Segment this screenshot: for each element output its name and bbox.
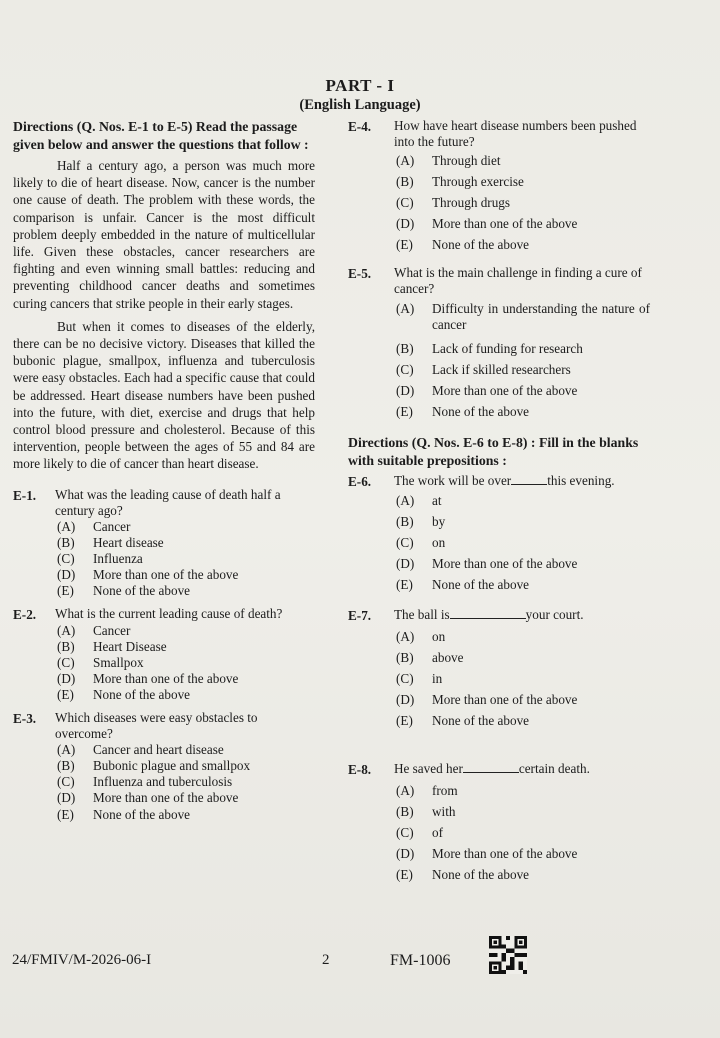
option-c[interactable]: (C) in <box>396 671 443 686</box>
question-number: E-8. <box>348 762 372 777</box>
option-e[interactable]: (E) None of the above <box>57 583 191 599</box>
part-subtitle: (English Language) <box>299 97 421 113</box>
part-title: PART - I <box>325 76 395 95</box>
option-d[interactable]: (D) More than one of the above <box>396 216 578 231</box>
qr-code-icon <box>489 936 527 974</box>
question-e6 <box>348 473 650 595</box>
blank-line <box>450 607 526 619</box>
option-c[interactable]: (C) of <box>396 825 443 840</box>
question-number: E-3. <box>13 710 37 726</box>
option-b[interactable]: (B) Heart Disease <box>57 638 167 654</box>
question-text: Which diseases were easy obstacles to overcome? <box>55 709 258 741</box>
question-number: E-4. <box>348 119 372 134</box>
form-number: FM-1006 <box>390 952 451 969</box>
passage-paragraph-2: But when it comes to diseases of the elderly, there can be no decisive victory. Diseases that killed the bubonic plague, smallpox, influenza and tuberculosis were easy obstacles. Each had a specific cause that could be addressed. Heart disease numbers have been pushed into the future, with diet, exercise and drugs that help control blood pressure and cholesterol. Because of this intervention, people between the ages of 55 and 84 are more likely to die of cancer than heart disease. <box>13 318 315 472</box>
question-e8 <box>348 761 650 885</box>
option-a[interactable]: (A) Cancer <box>57 622 131 638</box>
option-a[interactable]: (A) from <box>396 783 458 798</box>
option-e[interactable]: (E) None of the above <box>396 404 530 419</box>
option-c[interactable]: (C) Smallpox <box>57 655 144 671</box>
question-text: The work will be over this evening. <box>394 473 615 488</box>
question-number: E-6. <box>348 474 372 489</box>
option-c[interactable]: (C) Influenza <box>57 551 143 567</box>
option-c[interactable]: (C) Lack if skilled researchers <box>396 362 571 377</box>
question-text: What is the main challenge in finding a cure of cancer? <box>394 265 642 296</box>
question-e7 <box>348 607 650 731</box>
option-e[interactable]: (E) None of the above <box>57 806 191 822</box>
passage-paragraph-1: Half a century ago, a person was much more likely to die of heart disease. Now, cancer is the number one cause of death. The problem with these words, the comparison is unfair. Cancer is the most difficult problem deeply embedded in the nature of multicellular life. Given these obstacles, cancer researchers are fighting and even winning small battles: reducing and preventing childhood cancer deaths and sometimes curing cancers that strike people in their early stages. <box>13 158 315 311</box>
question-text: What is the current leading cause of death? <box>55 605 283 621</box>
option-d[interactable]: (D) More than one of the above <box>396 383 578 398</box>
option-b[interactable]: (B) above <box>396 650 464 665</box>
option-c[interactable]: (C) Through drugs <box>396 195 511 210</box>
question-e4 <box>348 118 650 255</box>
question-text: The ball is your court. <box>394 607 584 622</box>
question-e2 <box>13 606 315 704</box>
option-a[interactable]: (A) Cancer <box>57 518 131 534</box>
section1-directions: Directions (Q. Nos. E-1 to E-5) Read the passage given below and answer the questions that follow : <box>13 119 309 152</box>
option-b[interactable]: (B) with <box>396 804 456 819</box>
footer-code: 24/FMIV/M-2026-06-I <box>12 952 152 968</box>
option-d[interactable]: (D) More than one of the above <box>57 790 239 806</box>
option-b[interactable]: (B) Lack of funding for research <box>396 341 583 356</box>
option-d[interactable]: (D) More than one of the above <box>396 846 578 861</box>
question-number: E-5. <box>348 266 372 281</box>
page-number: 2 <box>322 952 330 968</box>
option-d[interactable]: (D) More than one of the above <box>57 671 239 687</box>
option-a[interactable]: (A) at <box>396 493 442 508</box>
page-header <box>0 76 720 114</box>
option-e[interactable]: (E) None of the above <box>396 867 530 882</box>
option-e[interactable]: (E) None of the above <box>57 687 191 703</box>
question-text: How have heart disease numbers been pushed into the future? <box>394 118 637 149</box>
option-e[interactable]: (E) None of the above <box>396 237 530 252</box>
option-a[interactable]: (A) Difficulty in understanding the nature of cancer <box>396 301 650 332</box>
question-text: He saved her certain death. <box>394 761 590 776</box>
option-d[interactable]: (D) More than one of the above <box>396 692 578 707</box>
option-c[interactable]: (C) on <box>396 535 446 550</box>
option-e[interactable]: (E) None of the above <box>396 713 530 728</box>
question-e1 <box>13 487 315 600</box>
option-b[interactable]: (B) Heart disease <box>57 534 164 550</box>
left-column <box>13 118 315 823</box>
question-text: What was the leading cause of death half a century ago? <box>55 486 281 518</box>
option-b[interactable]: (B) by <box>396 514 446 529</box>
section2-directions: Directions (Q. Nos. E-6 to E-8) : Fill in the blanks with suitable prepositions : <box>348 435 639 468</box>
option-b[interactable]: (B) Bubonic plague and smallpox <box>57 757 251 773</box>
option-a[interactable]: (A) Cancer and heart disease <box>57 741 224 757</box>
question-e5 <box>348 265 650 422</box>
blank-line <box>463 761 519 773</box>
option-e[interactable]: (E) None of the above <box>396 577 530 592</box>
option-c[interactable]: (C) Influenza and tuberculosis <box>57 774 233 790</box>
question-number: E-7. <box>348 608 372 623</box>
option-d[interactable]: (D) More than one of the above <box>57 567 239 583</box>
option-d[interactable]: (D) More than one of the above <box>396 556 578 571</box>
question-number: E-2. <box>13 606 37 622</box>
option-a[interactable]: (A) on <box>396 629 446 644</box>
option-b[interactable]: (B) Through exercise <box>396 174 524 189</box>
question-e3 <box>13 710 315 823</box>
right-column <box>348 118 650 885</box>
option-a[interactable]: (A) Through diet <box>396 153 501 168</box>
blank-line <box>511 473 547 485</box>
question-number: E-1. <box>13 487 37 503</box>
